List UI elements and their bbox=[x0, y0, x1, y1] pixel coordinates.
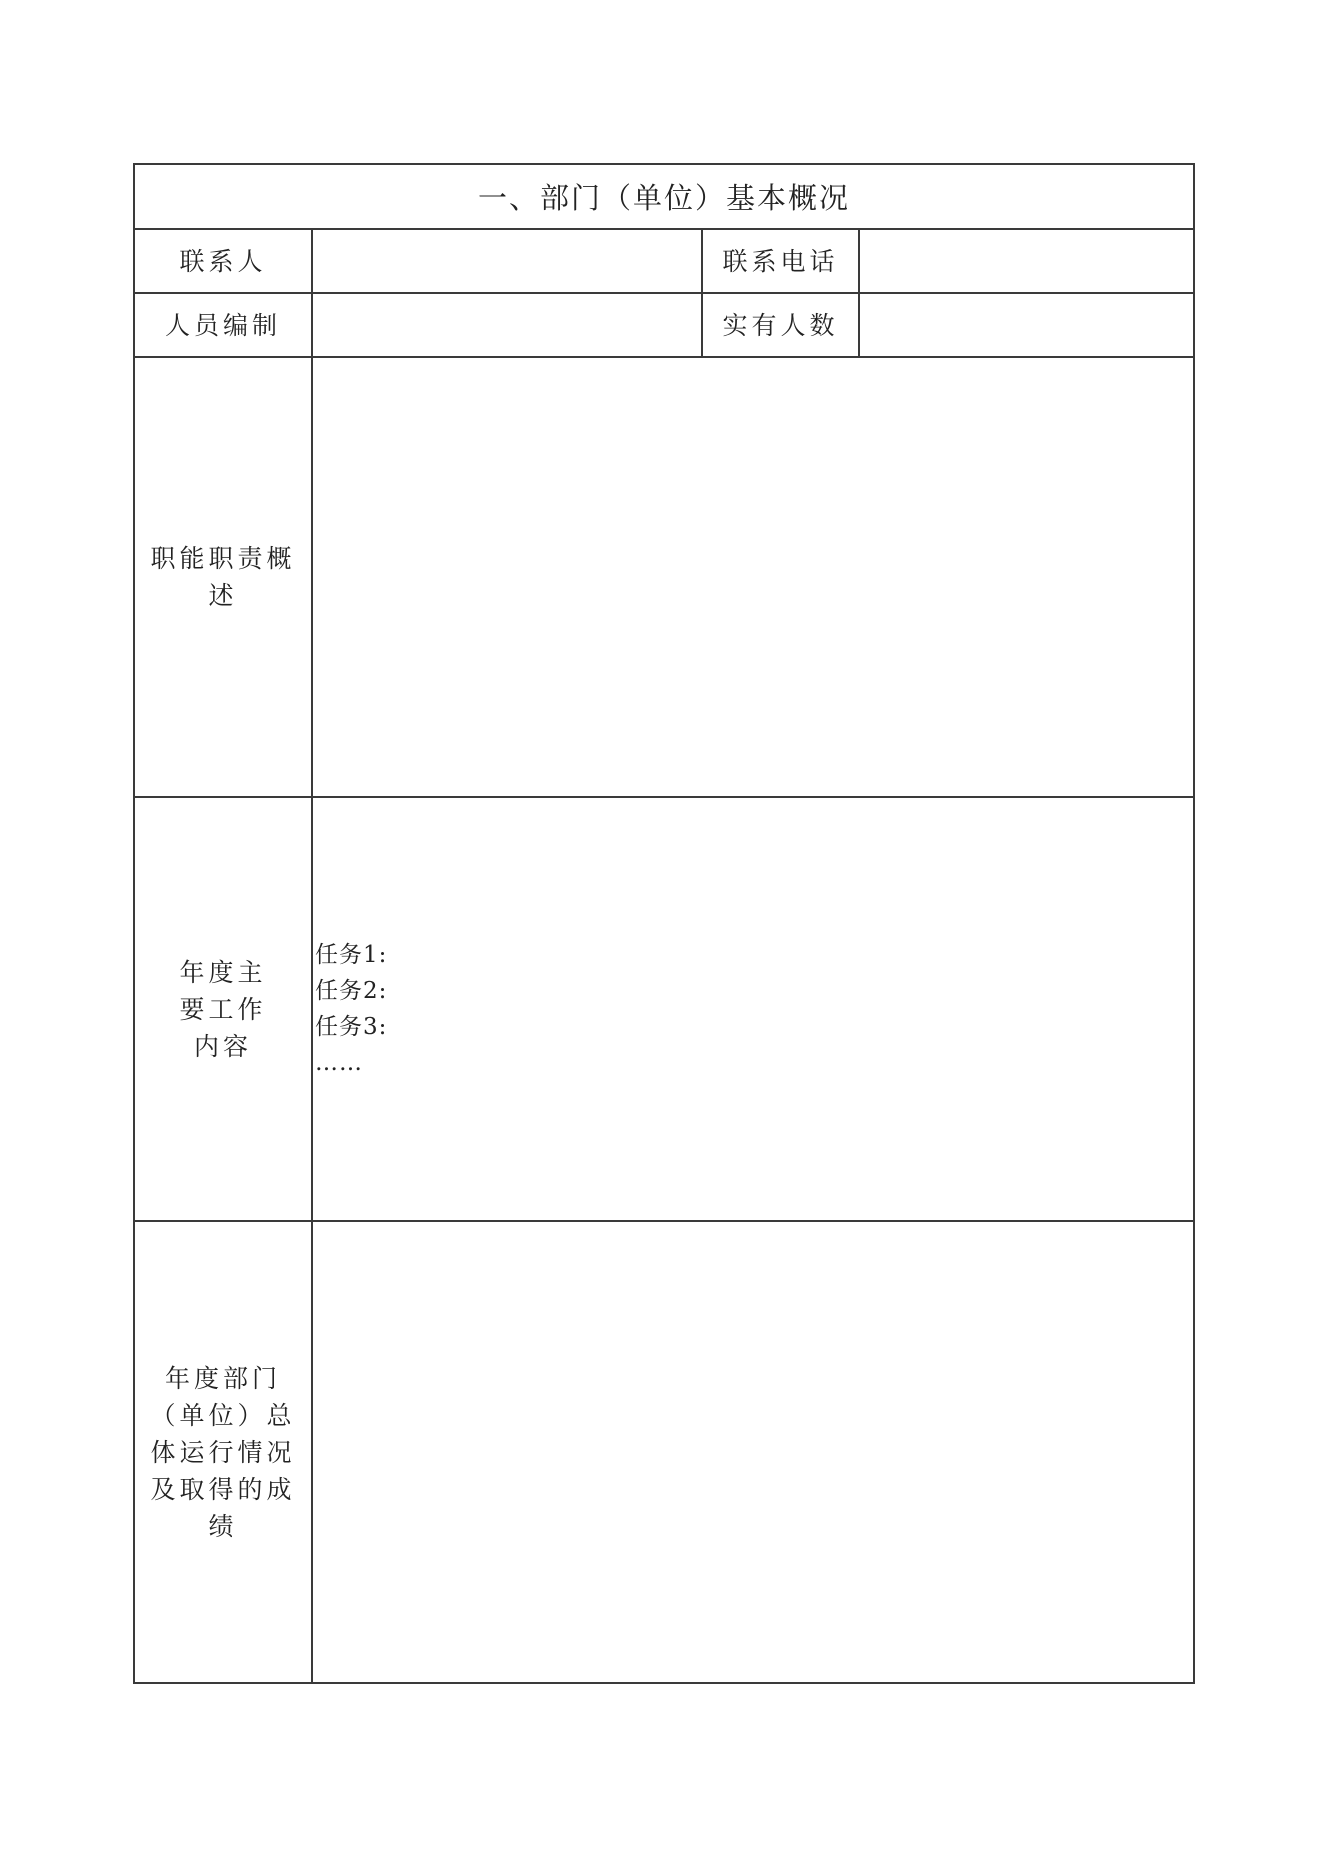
task-item-1: 任务1: bbox=[315, 942, 388, 968]
annual-results-label-cell bbox=[134, 1221, 312, 1683]
duty-summary-label: 职能职责概述 bbox=[150, 544, 296, 610]
duty-summary-label-cell bbox=[134, 357, 312, 797]
contact-phone-field[interactable] bbox=[859, 229, 1194, 293]
department-overview-table bbox=[133, 163, 1195, 1684]
actual-headcount-field[interactable] bbox=[859, 293, 1194, 357]
task-list bbox=[313, 937, 1193, 1081]
duty-summary-field[interactable] bbox=[312, 357, 1194, 797]
contact-phone-label: 联系电话 bbox=[702, 229, 859, 293]
annual-tasks-field[interactable] bbox=[312, 797, 1194, 1221]
annual-results-label: 年度部门（单位）总体运行情况及取得的成绩 bbox=[150, 1363, 296, 1541]
section-title: 一、部门（单位）基本概况 bbox=[134, 164, 1194, 229]
annual-results-field[interactable] bbox=[312, 1221, 1194, 1683]
task-item-2: 任务2: bbox=[315, 978, 388, 1004]
annual-tasks-label-cell bbox=[134, 797, 312, 1221]
contact-person-label: 联系人 bbox=[134, 229, 312, 293]
staff-quota-field[interactable] bbox=[312, 293, 702, 357]
task-item-3: 任务3: bbox=[315, 1014, 388, 1040]
actual-headcount-label: 实有人数 bbox=[702, 293, 859, 357]
contact-person-field[interactable] bbox=[312, 229, 702, 293]
staff-quota-label: 人员编制 bbox=[134, 293, 312, 357]
task-item-ellipsis: …… bbox=[315, 1050, 363, 1076]
annual-tasks-label: 年度主要工作内容 bbox=[179, 957, 267, 1061]
